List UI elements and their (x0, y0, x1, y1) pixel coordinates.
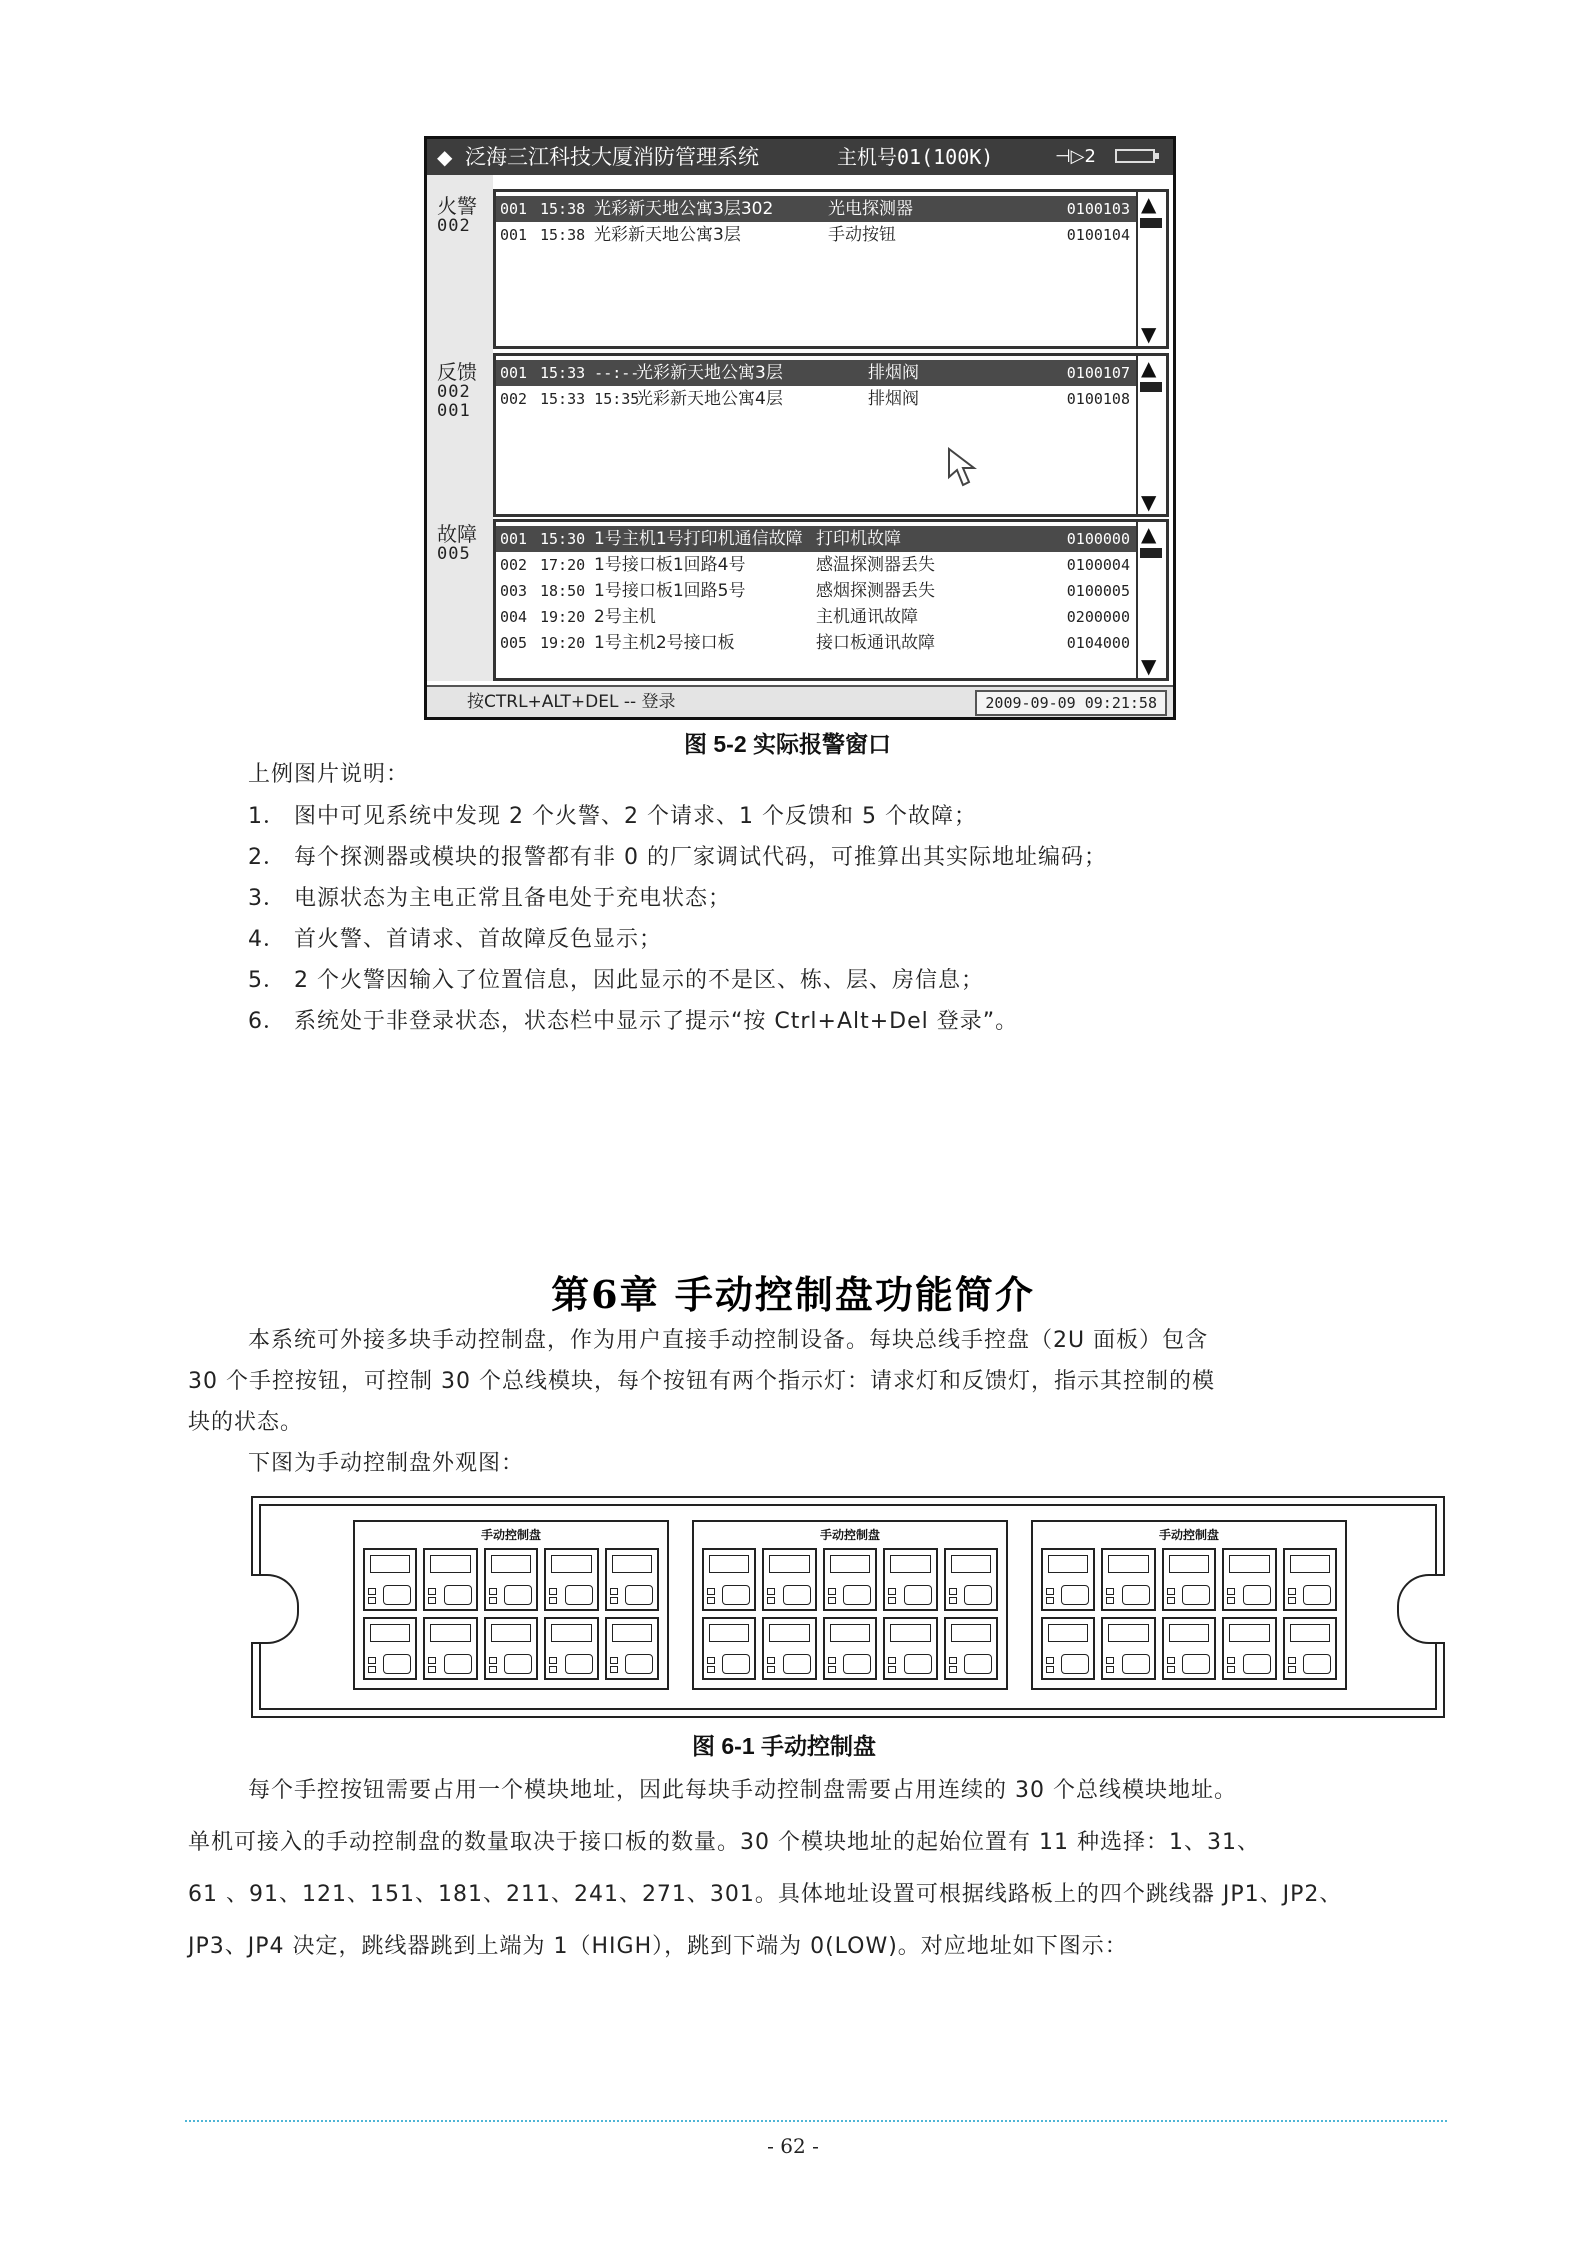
push-key (1243, 1585, 1271, 1605)
alarm-time: 15:38 (540, 226, 586, 244)
alarm-code: 0100104 (1066, 226, 1130, 244)
indicator-led (368, 1597, 376, 1604)
note-item: 3． 电源状态为主电正常且备电处于充电状态； (248, 886, 731, 911)
indicator-led (489, 1666, 497, 1673)
push-key (625, 1585, 653, 1605)
indicator-led (767, 1657, 775, 1664)
label-window (1108, 1555, 1148, 1573)
alarm-code: 0100005 (1066, 582, 1130, 600)
indicator-led (1046, 1597, 1054, 1604)
alarm-row[interactable] (496, 578, 1136, 604)
alarm-no: 001 (500, 226, 528, 244)
screen-left-strip (427, 175, 493, 681)
indicator-led (489, 1657, 497, 1664)
note-item: 2． 每个探测器或模块的报警都有非 0 的厂家调试代码，可推算出其实际地址编码； (248, 845, 1107, 870)
body-paragraph-line: JP3、JP4 决定，跳线器跳到上端为 1（HIGH），跳到下端为 0(LOW)。对应地址如下图示： (188, 1934, 1128, 1959)
alarm-time: 15:30 (540, 530, 586, 548)
manual-control-button (1283, 1617, 1337, 1680)
push-key (783, 1585, 811, 1605)
module-title: 手动控制盘 (1158, 1528, 1219, 1542)
alarm-row[interactable] (496, 526, 1136, 552)
manual-control-button (605, 1617, 659, 1680)
indicator-led (489, 1597, 497, 1604)
feedback-scrollbar[interactable] (1136, 356, 1166, 514)
indicator-led (767, 1666, 775, 1673)
manual-control-button (1101, 1617, 1155, 1680)
fault-list[interactable] (493, 519, 1169, 681)
feedback-count-1: 002 (437, 382, 471, 402)
indicator-led (888, 1666, 896, 1673)
push-key (383, 1585, 411, 1605)
push-key (1182, 1654, 1210, 1674)
push-key (1303, 1654, 1331, 1674)
indicator-led (1167, 1666, 1175, 1673)
power-plug-icon: ⊣▷2 (1055, 146, 1096, 167)
button-grid (702, 1548, 998, 1680)
indicator-led (1106, 1588, 1114, 1595)
manual-control-button (1222, 1548, 1276, 1611)
label-window (1229, 1624, 1269, 1642)
button-grid (363, 1548, 659, 1680)
manual-control-button (762, 1617, 816, 1680)
alarm-time: 15:33 15:35 (540, 390, 640, 408)
indicator-led (949, 1666, 957, 1673)
label-window (1290, 1555, 1330, 1573)
notes-intro: 上例图片说明： (248, 762, 410, 787)
alarm-dev: 排烟阀 (868, 389, 919, 409)
indicator-led (707, 1657, 715, 1664)
push-key (1182, 1585, 1210, 1605)
push-key (843, 1654, 871, 1674)
alarm-code: 0100108 (1066, 390, 1130, 408)
label-window (430, 1555, 470, 1573)
indicator-led (949, 1657, 957, 1664)
indicator-led (1167, 1588, 1175, 1595)
push-key (504, 1654, 532, 1674)
manual-control-button (1283, 1548, 1337, 1611)
push-key (964, 1585, 992, 1605)
label-window (1169, 1555, 1209, 1573)
indicator-led (428, 1657, 436, 1664)
label-window (709, 1555, 749, 1573)
scroll-up-icon[interactable]: ▲ (1141, 356, 1157, 380)
label-window (551, 1555, 591, 1573)
indicator-led (1288, 1588, 1296, 1595)
scroll-up-icon[interactable]: ▲ (1141, 192, 1157, 216)
indicator-led (707, 1588, 715, 1595)
alarm-loc: 光彩新天地公寓3层 (594, 225, 741, 245)
manual-control-button (544, 1548, 598, 1611)
push-key (783, 1654, 811, 1674)
indicator-led (368, 1588, 376, 1595)
scroll-thumb[interactable] (1140, 218, 1162, 228)
alarm-no: 001 (500, 364, 528, 382)
status-clock: 2009-09-09 09:21:58 (975, 690, 1167, 716)
alarm-loc: 光彩新天地公寓4层 (636, 389, 783, 409)
alarm-code: 0100107 (1066, 364, 1130, 382)
indicator-led (888, 1597, 896, 1604)
indicator-led (1288, 1597, 1296, 1604)
indicator-led (949, 1588, 957, 1595)
push-key (1061, 1585, 1089, 1605)
chapter-paragraph-line: 30 个手控按钮，可控制 30 个总线模块，每个按钮有两个指示灯：请求灯和反馈灯，指示其控制的模 (188, 1369, 1215, 1394)
label-window (1048, 1555, 1088, 1573)
push-key (904, 1654, 932, 1674)
alarm-no: 003 (500, 582, 528, 600)
screen-statusbar (427, 685, 1173, 717)
indicator-led (1227, 1657, 1235, 1664)
manual-control-button (1041, 1617, 1095, 1680)
fire-count: 002 (437, 216, 471, 236)
label-window (951, 1624, 991, 1642)
indicator-led (428, 1666, 436, 1673)
chapter-paragraph-line: 下图为手动控制盘外观图： (248, 1451, 525, 1476)
push-key (1122, 1585, 1150, 1605)
label-window (769, 1555, 809, 1573)
manual-control-button (702, 1617, 756, 1680)
indicator-led (888, 1657, 896, 1664)
indicator-led (1106, 1597, 1114, 1604)
body-paragraph-line: 每个手控按钮需要占用一个模块地址，因此每块手动控制盘需要占用连续的 30 个总线模块地址。 (248, 1778, 1237, 1803)
manual-control-button (944, 1617, 998, 1680)
indicator-led (489, 1588, 497, 1595)
manual-control-button (544, 1617, 598, 1680)
indicator-led (1106, 1657, 1114, 1664)
alarm-no: 004 (500, 608, 528, 626)
alarm-code: 0100004 (1066, 556, 1130, 574)
manual-control-button (762, 1548, 816, 1611)
label-window (1169, 1624, 1209, 1642)
alarm-no: 005 (500, 634, 528, 652)
indicator-led (1227, 1597, 1235, 1604)
push-key (1303, 1585, 1331, 1605)
push-key (722, 1654, 750, 1674)
indicator-led (1046, 1657, 1054, 1664)
manual-control-button (944, 1548, 998, 1611)
alarm-no: 001 (500, 200, 528, 218)
alarm-row[interactable] (496, 360, 1136, 386)
indicator-led (1106, 1666, 1114, 1673)
indicator-led (707, 1597, 715, 1604)
fire-section-label: 火警 002 (437, 194, 477, 236)
feedback-section-label: 反馈 002 001 (437, 360, 477, 421)
module-title: 手动控制盘 (819, 1528, 880, 1542)
indicator-led (428, 1597, 436, 1604)
indicator-led (1227, 1588, 1235, 1595)
manual-control-panel-figure (251, 1496, 1445, 1718)
push-key (565, 1585, 593, 1605)
alarm-row[interactable] (496, 630, 1136, 656)
manual-control-button (823, 1548, 877, 1611)
alarm-window-screenshot (424, 136, 1176, 720)
scroll-down-icon[interactable]: ▼ (1141, 490, 1157, 514)
alarm-code: 0200000 (1066, 608, 1130, 626)
indicator-led (1227, 1666, 1235, 1673)
alarm-row[interactable] (496, 196, 1136, 222)
alarm-dev: 主机通讯故障 (816, 607, 918, 627)
push-key (565, 1654, 593, 1674)
indicator-led (1046, 1588, 1054, 1595)
push-key (444, 1585, 472, 1605)
push-key (504, 1585, 532, 1605)
manual-control-button (1162, 1617, 1216, 1680)
manual-control-button (883, 1548, 937, 1611)
chapter-paragraph-line: 本系统可外接多块手动控制盘，作为用户直接手动控制设备。每块总线手控盘（2U 面板）包含 (248, 1328, 1209, 1353)
manual-control-button (702, 1548, 756, 1611)
indicator-led (767, 1597, 775, 1604)
indicator-led (428, 1588, 436, 1595)
alarm-loc: 2号主机 (594, 607, 656, 627)
manual-control-button (1162, 1548, 1216, 1611)
alarm-code: 0104000 (1066, 634, 1130, 652)
push-key (964, 1654, 992, 1674)
fire-scrollbar[interactable] (1136, 192, 1166, 346)
indicator-led (1046, 1666, 1054, 1673)
note-item: 5． 2 个火警因输入了位置信息，因此显示的不是区、栋、层、房信息； (248, 968, 984, 993)
scroll-down-icon[interactable]: ▼ (1141, 322, 1157, 346)
scroll-up-icon[interactable]: ▲ (1141, 522, 1157, 546)
host-label: 主机号01(100K) (837, 145, 994, 169)
indicator-led (549, 1588, 557, 1595)
body-paragraph-line: 单机可接入的手动控制盘的数量取决于接口板的数量。30 个模块地址的起始位置有 11 种选择：1、31、 (188, 1830, 1260, 1855)
indicator-led (767, 1588, 775, 1595)
chapter-title: 第6章 手动控制盘功能简介 (551, 1272, 1035, 1317)
alarm-no: 002 (500, 390, 528, 408)
alarm-loc: 光彩新天地公寓3层302 (594, 199, 774, 219)
indicator-led (368, 1666, 376, 1673)
indicator-led (949, 1597, 957, 1604)
alarm-time: 15:33 --:-- (540, 364, 640, 382)
feedback-list[interactable] (493, 353, 1169, 517)
indicator-led (828, 1588, 836, 1595)
alarm-dev: 光电探测器 (828, 199, 913, 219)
label-window (951, 1555, 991, 1573)
alarm-dev: 接口板通讯故障 (816, 633, 935, 653)
label-window (769, 1624, 809, 1642)
manual-control-button (484, 1617, 538, 1680)
alarm-time: 15:38 (540, 200, 586, 218)
manual-control-button (423, 1548, 477, 1611)
label-window (491, 1555, 531, 1573)
indicator-led (1167, 1597, 1175, 1604)
label-window (491, 1624, 531, 1642)
feedback-count-2: 001 (437, 401, 471, 421)
login-hint: 按CTRL+ALT+DEL -- 登录 (467, 692, 676, 712)
label-window (612, 1555, 652, 1573)
indicator-led (707, 1666, 715, 1673)
label-window (1229, 1555, 1269, 1573)
alarm-row[interactable] (496, 552, 1136, 578)
fault-scrollbar[interactable] (1136, 522, 1166, 678)
indicator-led (828, 1666, 836, 1673)
indicator-led (610, 1666, 618, 1673)
alarm-loc: 1号主机2号接口板 (594, 633, 735, 653)
alarm-loc: 1号主机1号打印机通信故障 (594, 529, 803, 549)
manual-control-button (605, 1548, 659, 1611)
page-number: - 62 - (767, 2134, 819, 2158)
body-paragraph-line: 61 、91、121、151、181、211、241、271、301。具体地址设置可根据线路板上的四个跳线器 JP1、JP2、 (188, 1882, 1343, 1907)
alarm-loc: 1号接口板1回路5号 (594, 581, 746, 601)
indicator-led (1167, 1657, 1175, 1664)
push-key (843, 1585, 871, 1605)
manual-control-button (423, 1617, 477, 1680)
figure-5-2-caption: 图 5-2 实际报警窗口 (684, 731, 892, 757)
alarm-row[interactable] (496, 386, 1136, 412)
push-key (444, 1654, 472, 1674)
indicator-led (549, 1657, 557, 1664)
scroll-down-icon[interactable]: ▼ (1141, 654, 1157, 678)
label-window (370, 1555, 410, 1573)
label-window (830, 1624, 870, 1642)
indicator-led (368, 1657, 376, 1664)
manual-control-button (484, 1548, 538, 1611)
alarm-time: 18:50 (540, 582, 586, 600)
footer-divider (185, 2120, 1447, 2122)
push-key (904, 1585, 932, 1605)
label-window (1290, 1624, 1330, 1642)
alarm-time: 19:20 (540, 634, 586, 652)
alarm-no: 002 (500, 556, 528, 574)
alarm-row[interactable] (496, 222, 1136, 248)
indicator-led (610, 1597, 618, 1604)
manual-control-button (1101, 1548, 1155, 1611)
alarm-loc: 光彩新天地公寓3层 (636, 363, 783, 383)
manual-control-button (883, 1617, 937, 1680)
label-window (1048, 1624, 1088, 1642)
alarm-code: 0100000 (1066, 530, 1130, 548)
button-grid (1041, 1548, 1337, 1680)
indicator-led (549, 1597, 557, 1604)
label-window (709, 1624, 749, 1642)
control-module (353, 1520, 669, 1690)
screen-titlebar (427, 139, 1173, 175)
fire-list[interactable] (493, 189, 1169, 349)
push-key (625, 1654, 653, 1674)
push-key (722, 1585, 750, 1605)
manual-control-button (363, 1548, 417, 1611)
alarm-time: 19:20 (540, 608, 586, 626)
label-window (370, 1624, 410, 1642)
mouse-cursor-icon (947, 447, 987, 491)
module-title: 手动控制盘 (480, 1528, 541, 1542)
manual-control-button (823, 1617, 877, 1680)
label-window (551, 1624, 591, 1642)
control-module (1031, 1520, 1347, 1690)
fault-count: 005 (437, 544, 471, 564)
figure-6-1-caption: 图 6-1 手动控制盘 (692, 1733, 877, 1759)
indicator-led (549, 1666, 557, 1673)
push-key (1243, 1654, 1271, 1674)
label-window (1108, 1624, 1148, 1642)
alarm-loc: 1号接口板1回路4号 (594, 555, 746, 575)
indicator-led (888, 1588, 896, 1595)
label-window (612, 1624, 652, 1642)
indicator-led (828, 1597, 836, 1604)
push-key (383, 1654, 411, 1674)
note-item: 4． 首火警、首请求、首故障反色显示； (248, 927, 662, 952)
label-window (430, 1624, 470, 1642)
label-window (890, 1624, 930, 1642)
note-item: 1． 图中可见系统中发现 2 个火警、2 个请求、1 个反馈和 5 个故障； (248, 804, 977, 829)
system-logo-icon: ◆ (437, 145, 453, 169)
manual-control-button (1041, 1548, 1095, 1611)
note-item: 6． 系统处于非登录状态，状态栏中显示了提示“按 Ctrl+Alt+Del 登录”。 (248, 1009, 1019, 1034)
manual-control-button (363, 1617, 417, 1680)
alarm-dev: 感烟探测器丢失 (816, 581, 935, 601)
indicator-led (828, 1657, 836, 1664)
chapter-paragraph-line: 块的状态。 (188, 1410, 304, 1435)
alarm-no: 001 (500, 530, 528, 548)
label-window (890, 1555, 930, 1573)
system-title: 泛海三江科技大厦消防管理系统 (465, 145, 759, 169)
indicator-led (610, 1657, 618, 1664)
indicator-led (610, 1588, 618, 1595)
control-module (692, 1520, 1008, 1690)
alarm-code: 0100103 (1066, 200, 1130, 218)
fault-section-label: 故障 005 (437, 522, 477, 564)
alarm-time: 17:20 (540, 556, 586, 574)
indicator-led (1288, 1666, 1296, 1673)
alarm-dev: 手动按钮 (828, 225, 896, 245)
scroll-thumb[interactable] (1140, 382, 1162, 392)
push-key (1122, 1654, 1150, 1674)
alarm-dev: 打印机故障 (816, 529, 901, 549)
label-window (830, 1555, 870, 1573)
alarm-row[interactable] (496, 604, 1136, 630)
push-key (1061, 1654, 1089, 1674)
scroll-thumb[interactable] (1140, 548, 1162, 558)
battery-icon (1115, 149, 1155, 163)
alarm-dev: 感温探测器丢失 (816, 555, 935, 575)
alarm-dev: 排烟阀 (868, 363, 919, 383)
indicator-led (1288, 1657, 1296, 1664)
manual-control-button (1222, 1617, 1276, 1680)
